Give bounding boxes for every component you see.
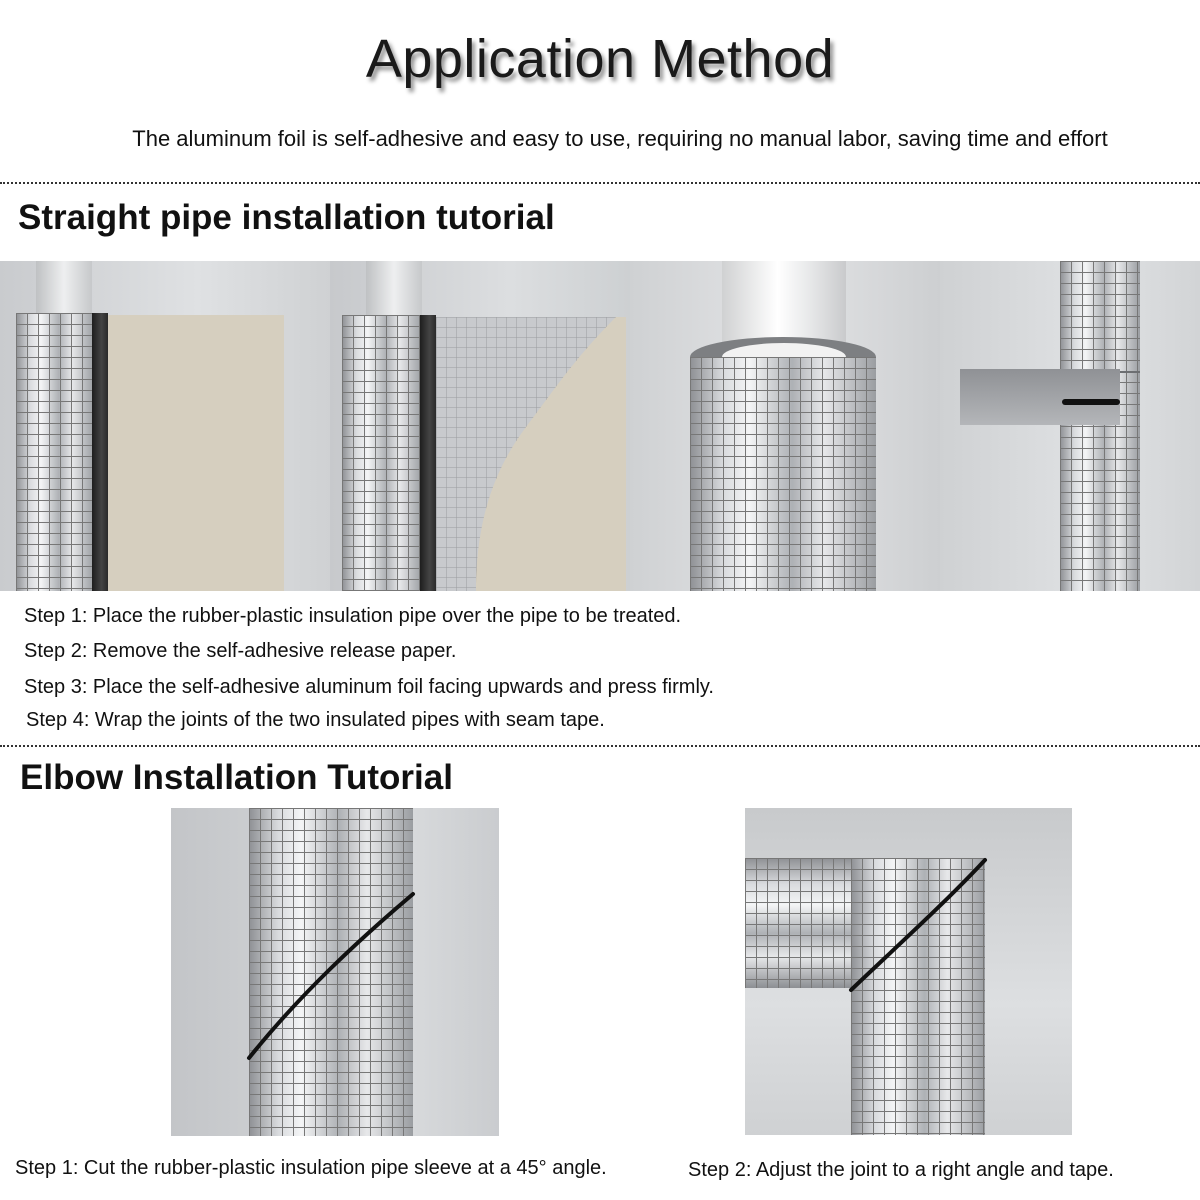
straight-section-title: Straight pipe installation tutorial [18, 198, 555, 237]
straight-pipe-photo-strip [0, 261, 1200, 591]
cut-line-45 [171, 808, 499, 1136]
section-divider-top [0, 182, 1200, 184]
elbow-step-1-caption: Step 1: Cut the rubber-plastic insulation pipe sleeve at a 45° angle. [15, 1157, 607, 1179]
straight-step-4: Step 4: Wrap the joints of the two insulated pipes with seam tape. [26, 709, 605, 731]
page-title: Application Method [365, 29, 835, 89]
foil-pipe [16, 313, 94, 591]
page-subtitle: The aluminum foil is self-adhesive and easy to use, requiring no manual labor, saving time and effort [132, 126, 1108, 151]
elbow-step1-photo [171, 808, 499, 1136]
seam-tape [960, 369, 1120, 425]
foil-pipe [342, 315, 422, 591]
straight-step-2: Step 2: Remove the self-adhesive release paper. [24, 640, 457, 662]
elbow-joint-line [745, 808, 1072, 1135]
pipe-seam [92, 313, 108, 591]
bare-pipe [366, 261, 422, 321]
bare-pipe [36, 261, 92, 321]
tape-backing [1062, 399, 1120, 405]
step4-photo [940, 261, 1200, 591]
release-paper [108, 315, 284, 591]
step1-photo [0, 261, 330, 591]
peeling-paper [436, 317, 626, 591]
straight-step-3: Step 3: Place the self-adhesive aluminum foil facing upwards and press firmly. [24, 676, 714, 698]
pipe-seam [420, 315, 436, 591]
step2-photo [330, 261, 630, 591]
foil-sleeve [690, 357, 876, 591]
section-divider-middle [0, 745, 1200, 747]
elbow-step2-photo [745, 808, 1072, 1135]
elbow-step-2-caption: Step 2: Adjust the joint to a right angle and tape. [688, 1159, 1114, 1181]
elbow-section-title: Elbow Installation Tutorial [20, 758, 453, 797]
foil-pipe [1060, 261, 1140, 591]
step3-photo [630, 261, 940, 591]
straight-step-1: Step 1: Place the rubber-plastic insulation pipe over the pipe to be treated. [24, 605, 682, 627]
